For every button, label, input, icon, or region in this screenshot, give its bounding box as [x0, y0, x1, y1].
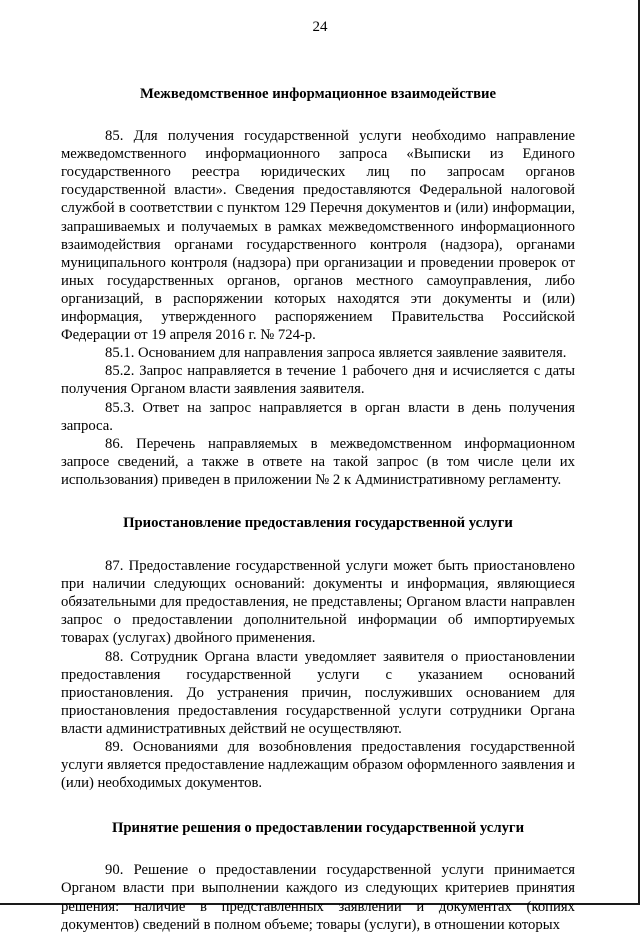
- section-heading-suspension: Приостановление предоставления государственной услуги: [123, 514, 513, 531]
- paragraph-90: 90. Решение о предоставлении государственной услуги принимается Органом власти при выполнении каждого из следующих критериев принятия решения: наличие в представленных заявлении и документах (копиях документов) сведений в полном объеме; товары (услуги), в отношении которых: [61, 862, 575, 933]
- page-number: 24: [312, 19, 328, 35]
- paragraph-88: 88. Сотрудник Органа власти уведомляет заявителя о приостановлении предоставления государственной услуги с указанием оснований приостановления. До устранения причин, послуживших основанием для приостановления предоставления государственной услуги сотрудники Органа власти административных действий не осуществляют.: [61, 648, 575, 737]
- paragraph-89: 89. Основаниями для возобновления предоставления государственной услуги является предоставление надлежащим образом оформленного заявления и (или) необходимых документов.: [61, 739, 575, 792]
- page-content: [61, 80, 575, 934]
- paragraph-85: 85. Для получения государственной услуги необходимо направление межведомственного информационного запроса «Выписки из Единого государственного реестра юридических лиц по запросам органов государственной власти». Сведения предоставляются Федеральной налоговой службой в соответствии с пунктом 129 Перечня документов и (или) информации, запрашиваемых и получаемых в рамках межведомственного информационного взаимодействия органами государственного контроля (надзора), органами муниципального контроля (надзора) при организации и проведении проверок от иных государственных органов, органов местного самоуправления, либо организаций, в распоряжении которых находятся эти документы и (или) информация, утвержденного распоряжением Правительства Российской Федерации от 19 апреля 2016 г. № 724-р.: [61, 128, 575, 344]
- section-heading-decision: Принятие решения о предоставлении государственной услуги: [111, 820, 525, 837]
- paragraph-85-1: 85.1. Основанием для направления запроса является заявление заявителя.: [105, 345, 567, 362]
- paragraph-86: 86. Перечень направляемых в межведомственном информационном запросе сведений, а также в ответе на такой запрос (в том числе цели их использования) приведен в приложении № 2 к Административному регламенту.: [61, 435, 575, 488]
- paragraph-85-2: 85.2. Запрос направляется в течение 1 рабочего дня и исчисляется с даты получения Органом власти заявления заявителя.: [61, 363, 575, 398]
- section-heading-interagency: Межведомственное информационное взаимодействие: [139, 86, 497, 102]
- paragraph-87: 87. Предоставление государственной услуги может быть приостановлено при наличии следующих оснований: документы и информация, являющиеся обязательными для предоставления, не представлены; Органом власти направлен запрос о предоставлении дополнительной информации об импортируемых товарах (услугах) двойного применения.: [61, 558, 575, 647]
- paragraph-85-3: 85.3. Ответ на запрос направляется в орган власти в день получения запроса.: [61, 399, 575, 434]
